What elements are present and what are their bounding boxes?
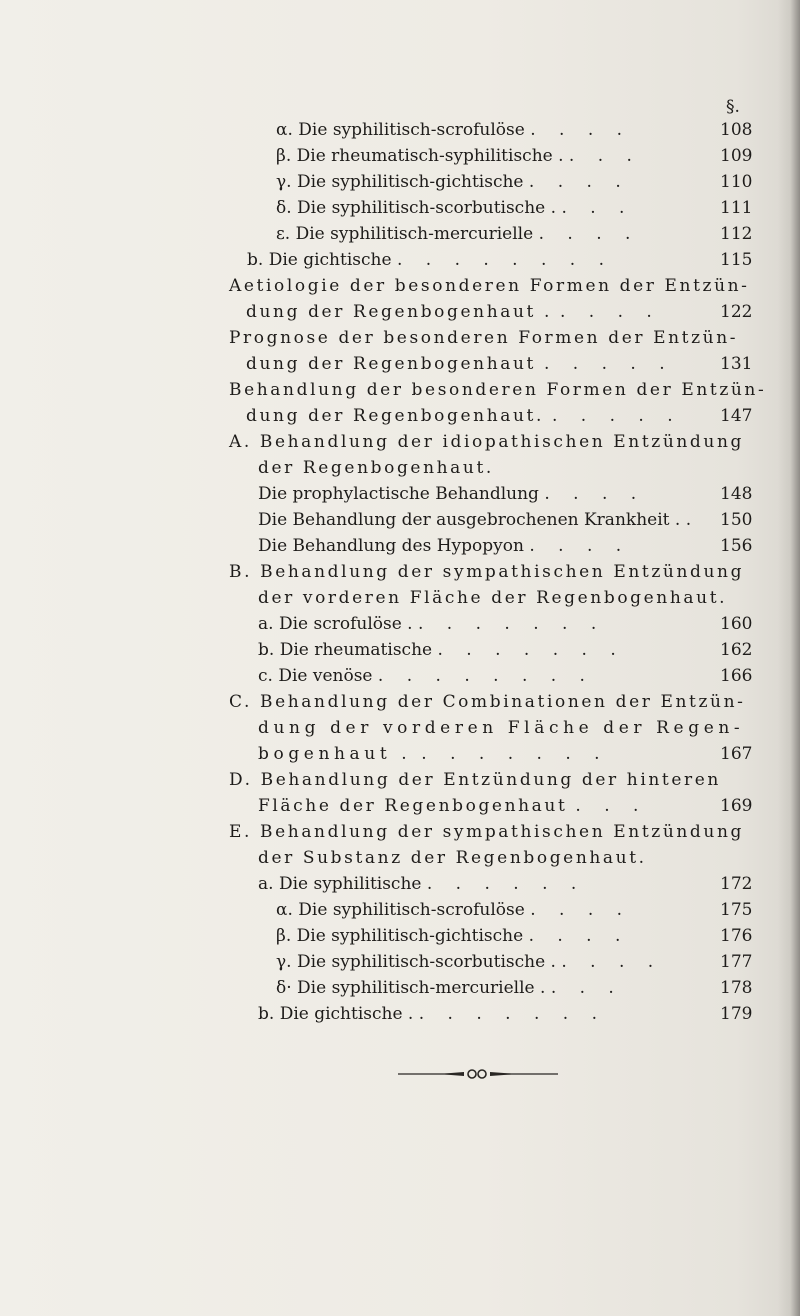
- toc-entry-prophylactisch: Die prophylactische Behandlung . . . .: [258, 484, 646, 504]
- page-number: 169: [720, 796, 753, 816]
- page-number: 167: [720, 744, 753, 764]
- toc-entry-alpha-scrofulose: α. Die syphilitisch-scrofulöse . . . .: [276, 120, 632, 140]
- toc-heading-d: D. Behandlung der Entzündung der hinteren: [229, 770, 721, 790]
- page-number: 150: [720, 510, 753, 530]
- toc-heading-e-cont: der Substanz der Regenbogenhaut.: [258, 848, 647, 868]
- page-number: 131: [720, 354, 753, 374]
- page-number: 156: [720, 536, 753, 556]
- toc-heading-c-cont: dung der vorderen Fläche der Regen-: [258, 718, 745, 738]
- toc-heading-e: E. Behandlung der sympathischen Entzündung: [229, 822, 744, 842]
- toc-entry-syphilitisch: a. Die syphilitische . . . . . .: [258, 874, 586, 894]
- toc-entry-delta-mercuriell: δ· Die syphilitisch-mercurielle . . . .: [276, 978, 623, 998]
- section-mark: §.: [726, 97, 740, 117]
- toc-entry-alpha-scrofulose-2: α. Die syphilitisch-scrofulöse . . . .: [276, 900, 632, 920]
- page-number: 112: [720, 224, 753, 244]
- toc-entry-prognose-cont: dung der Regenbogenhaut . . . . .: [246, 354, 674, 374]
- toc-heading-behandlung: Behandlung der besonderen Formen der Entzün-: [229, 380, 767, 400]
- toc-entry-d-cont: Fläche der Regenbogenhaut . . .: [258, 796, 648, 816]
- toc-entry-beta-rheumatisch: β. Die rheumatisch-syphilitische . . . .: [276, 146, 641, 166]
- toc-entry-b-gichtisch-2: b. Die gichtische . . . . . . . .: [258, 1004, 606, 1024]
- toc-entry-b-gichtisch: b. Die gichtische . . . . . . . .: [247, 250, 614, 270]
- toc-entry-scrofulose: a. Die scrofulöse . . . . . . . .: [258, 614, 606, 634]
- toc-entry-ausgebrochen: Die Behandlung der ausgebrochenen Krankheit . .: [258, 510, 701, 530]
- ornament-rule-icon: [398, 1066, 558, 1082]
- page-number: 176: [720, 926, 753, 946]
- page-number: 175: [720, 900, 753, 920]
- page-number: 166: [720, 666, 753, 686]
- page-number: 148: [720, 484, 753, 504]
- toc-heading-prognose: Prognose der besonderen Formen der Entzün-: [229, 328, 739, 348]
- toc-entry-delta-scorbutisch: δ. Die syphilitisch-scorbutische . . . .: [276, 198, 634, 218]
- page-number: 110: [720, 172, 753, 192]
- page-number: 162: [720, 640, 753, 660]
- toc-entry-gamma-gichtisch: γ. Die syphilitisch-gichtische . . . .: [276, 172, 630, 192]
- toc-heading-a-cont: der Regenbogenhaut.: [258, 458, 494, 478]
- page-number: 160: [720, 614, 753, 634]
- toc-entry-rheumatisch: b. Die rheumatische . . . . . . .: [258, 640, 625, 660]
- toc-heading-b: B. Behandlung der sympathischen Entzündung: [229, 562, 745, 582]
- page-number: 108: [720, 120, 753, 140]
- toc-entry-behandlung-cont: dung der Regenbogenhaut. . . . . .: [246, 406, 682, 426]
- page-number: 109: [720, 146, 753, 166]
- page-number: 115: [720, 250, 753, 270]
- toc-entry-gamma-scorbutisch: γ. Die syphilitisch-scorbutische . . . . .: [276, 952, 663, 972]
- toc-heading-a: A. Behandlung der idiopathischen Entzündung: [229, 432, 744, 452]
- toc-heading-b-cont: der vorderen Fläche der Regenbogenhaut.: [258, 588, 728, 608]
- page-number: 147: [720, 406, 753, 426]
- toc-entry-venos: c. Die venöse . . . . . . . .: [258, 666, 594, 686]
- page-number: 177: [720, 952, 753, 972]
- page-number: 111: [720, 198, 753, 218]
- page-number: 179: [720, 1004, 753, 1024]
- page-number: 122: [720, 302, 753, 322]
- page-number: 178: [720, 978, 753, 998]
- toc-entry-c-bogenhaut: bogenhaut . . . . . . . .: [258, 744, 609, 764]
- toc-heading-c: C. Behandlung der Combinationen der Entzün-: [229, 692, 746, 712]
- toc-heading-aetiologie: Aetiologie der besonderen Formen der Entzün-: [229, 276, 750, 296]
- toc-entry-epsilon-mercuriell: ε. Die syphilitisch-mercurielle . . . .: [276, 224, 640, 244]
- page-number: 172: [720, 874, 753, 894]
- toc-entry-beta-gichtisch: β. Die syphilitisch-gichtische . . . .: [276, 926, 630, 946]
- toc-entry-hypopyon: Die Behandlung des Hypopyon . . . .: [258, 536, 631, 556]
- toc-entry-aetiologie-cont: dung der Regenbogenhaut . . . . .: [246, 302, 661, 322]
